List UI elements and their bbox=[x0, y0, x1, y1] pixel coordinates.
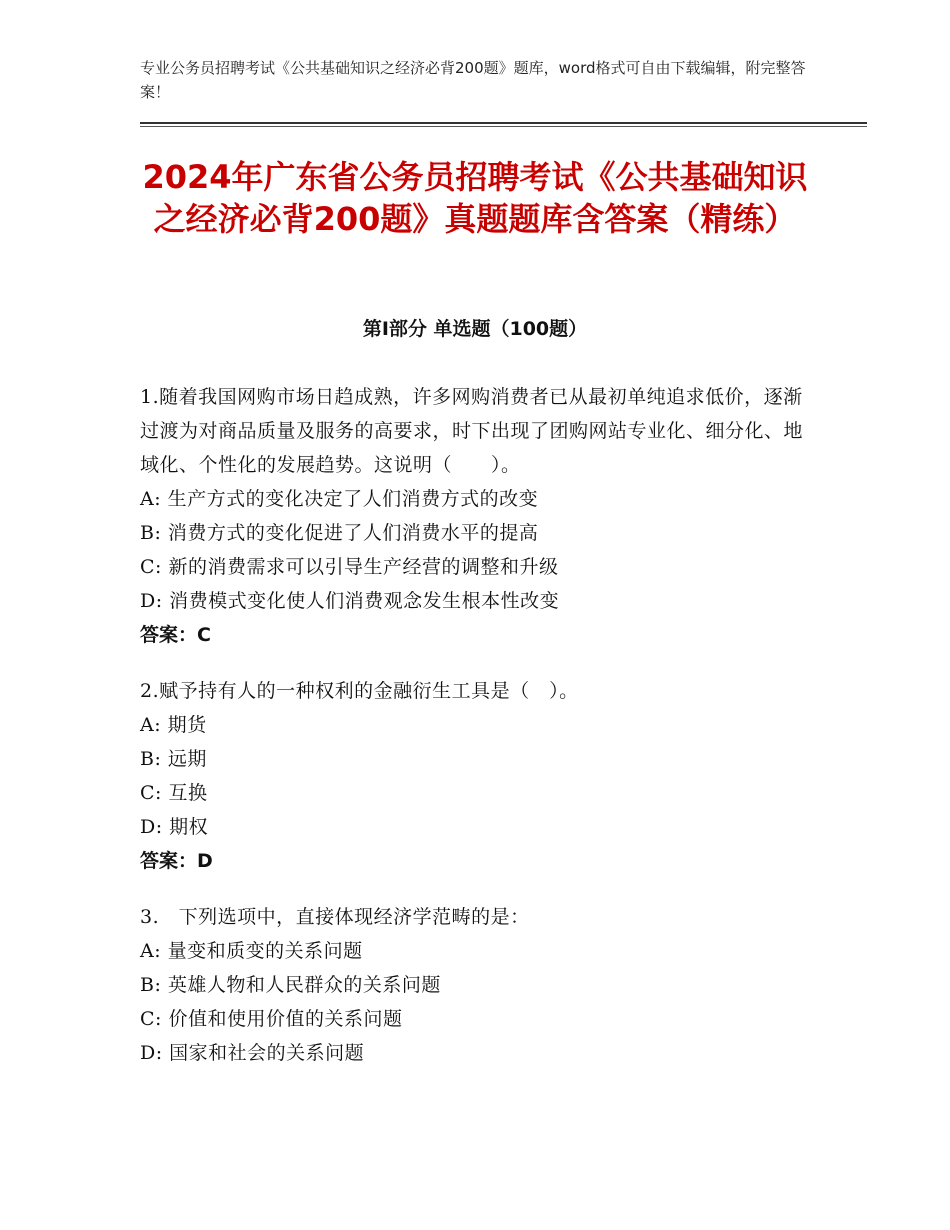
option-a: A: 期货 bbox=[140, 714, 207, 736]
option-d: D: 消费模式变化使人们消费观念发生根本性改变 bbox=[140, 590, 560, 612]
question-3 bbox=[140, 900, 810, 1070]
option-a: A: 生产方式的变化决定了人们消费方式的改变 bbox=[140, 488, 539, 510]
option-c: C: 价值和使用价值的关系问题 bbox=[140, 1008, 403, 1030]
document-title: 2024年广东省公务员招聘考试《公共基础知识之经济必背200题》真题题库含答案（精练） bbox=[142, 158, 808, 238]
option-d: D: 国家和社会的关系问题 bbox=[140, 1042, 365, 1064]
section-title: 第Ⅰ部分 单选题（100题） bbox=[362, 318, 588, 340]
option-c: C: 互换 bbox=[140, 782, 208, 804]
header-note: 专业公务员招聘考试《公共基础知识之经济必背200题》题库，word格式可自由下载编辑，附完整答案！ bbox=[140, 59, 806, 101]
answer-line: 答案：C bbox=[140, 624, 211, 646]
option-c: C: 新的消费需求可以引导生产经营的调整和升级 bbox=[140, 556, 559, 578]
option-b: B: 消费方式的变化促进了人们消费水平的提高 bbox=[140, 522, 539, 544]
question-stem: 3. 下列选项中，直接体现经济学范畴的是： bbox=[140, 906, 530, 928]
question-2 bbox=[140, 674, 810, 878]
header-divider-thin bbox=[140, 126, 867, 127]
option-b: B: 远期 bbox=[140, 748, 207, 770]
option-a: A: 量变和质变的关系问题 bbox=[140, 940, 363, 962]
question-list bbox=[140, 380, 810, 1092]
question-1 bbox=[140, 380, 810, 652]
header-divider-thick bbox=[140, 122, 867, 124]
question-stem: 1.随着我国网购市场日趋成熟，许多网购消费者已从最初单纯追求低价，逐渐过渡为对商品质量及服务的高要求，时下出现了团购网站专业化、细分化、地域化、个性化的发展趋势。这说明（ ）。 bbox=[140, 386, 804, 476]
option-d: D: 期权 bbox=[140, 816, 209, 838]
answer-line: 答案：D bbox=[140, 850, 213, 872]
option-b: B: 英雄人物和人民群众的关系问题 bbox=[140, 974, 441, 996]
question-stem: 2.赋予持有人的一种权利的金融衍生工具是（ ）。 bbox=[140, 680, 579, 702]
